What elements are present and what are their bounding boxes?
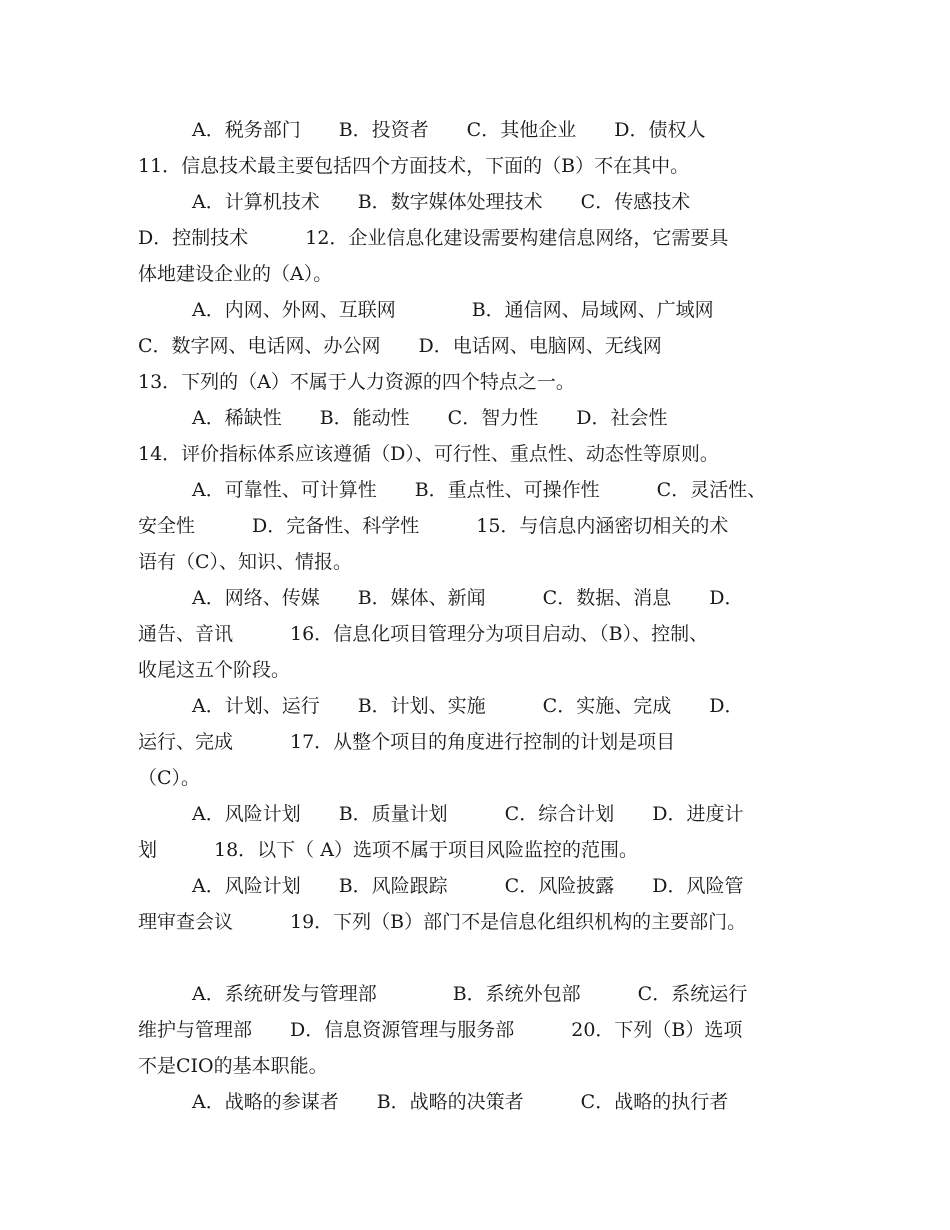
text-line: A．稀缺性 B．能动性 C．智力性 D．社会性 bbox=[192, 407, 668, 429]
text-line: 11．信息技术最主要包括四个方面技术，下面的（B）不在其中。 bbox=[138, 155, 690, 177]
text-line: 理审查会议 19．下列（B）部门不是信息化组织机构的主要部门。 bbox=[138, 911, 747, 933]
text-line: 通告、音讯 16．信息化项目管理分为项目启动、（B）、控制、 bbox=[138, 623, 709, 645]
text-line: A．风险计划 B．风险跟踪 C．风险披露 D．风险管 bbox=[192, 875, 744, 897]
text-line: 维护与管理部 D．信息资源管理与服务部 20．下列（B）选项 bbox=[138, 1019, 743, 1041]
text-line: 体地建设企业的（A）。 bbox=[138, 263, 333, 285]
text-line: C．数字网、电话网、办公网 D．电话网、电脑网、无线网 bbox=[138, 335, 662, 357]
text-line: A．系统研发与管理部 B．系统外包部 C．系统运行 bbox=[192, 983, 748, 1005]
text-line: A．计划、运行 B．计划、实施 C．实施、完成 D． bbox=[192, 695, 744, 717]
text-line: 划 18．以下（ A）选项不属于项目风险监控的范围。 bbox=[138, 839, 638, 861]
text-line: 运行、完成 17．从整个项目的角度进行控制的计划是项目 bbox=[138, 731, 676, 753]
text-line: 语有（C）、知识、情报。 bbox=[138, 551, 353, 573]
text-line: 14．评价指标体系应该遵循（D）、可行性、重点性、动态性等原则。 bbox=[138, 443, 719, 465]
text-line: A．计算机技术 B．数字媒体处理技术 C．传感技术 bbox=[192, 191, 691, 213]
text-line: A．税务部门 B．投资者 C．其他企业 D．债权人 bbox=[192, 119, 706, 141]
text-line: 收尾这五个阶段。 bbox=[138, 659, 291, 681]
text-line: A．网络、传媒 B．媒体、新闻 C．数据、消息 D． bbox=[192, 587, 744, 609]
text-line: （C）。 bbox=[138, 767, 201, 789]
text-line: 不是CIO的基本职能。 bbox=[138, 1055, 328, 1077]
text-line: D．控制技术 12．企业信息化建设需要构建信息网络，它需要具 bbox=[138, 227, 729, 249]
text-line: A．可靠性、可计算性 B．重点性、可操作性 C．灵活性、 bbox=[192, 479, 767, 501]
text-line: 安全性 D．完备性、科学性 15．与信息内涵密切相关的术 bbox=[138, 515, 729, 537]
text-line: A．风险计划 B．质量计划 C．综合计划 D．进度计 bbox=[192, 803, 744, 825]
text-line: A．内网、外网、互联网 B．通信网、局域网、广域网 bbox=[192, 299, 714, 321]
text-line: A．战略的参谋者 B．战略的决策者 C．战略的执行者 bbox=[192, 1091, 729, 1113]
text-line: 13．下列的（A）不属于人力资源的四个特点之一。 bbox=[138, 371, 575, 393]
